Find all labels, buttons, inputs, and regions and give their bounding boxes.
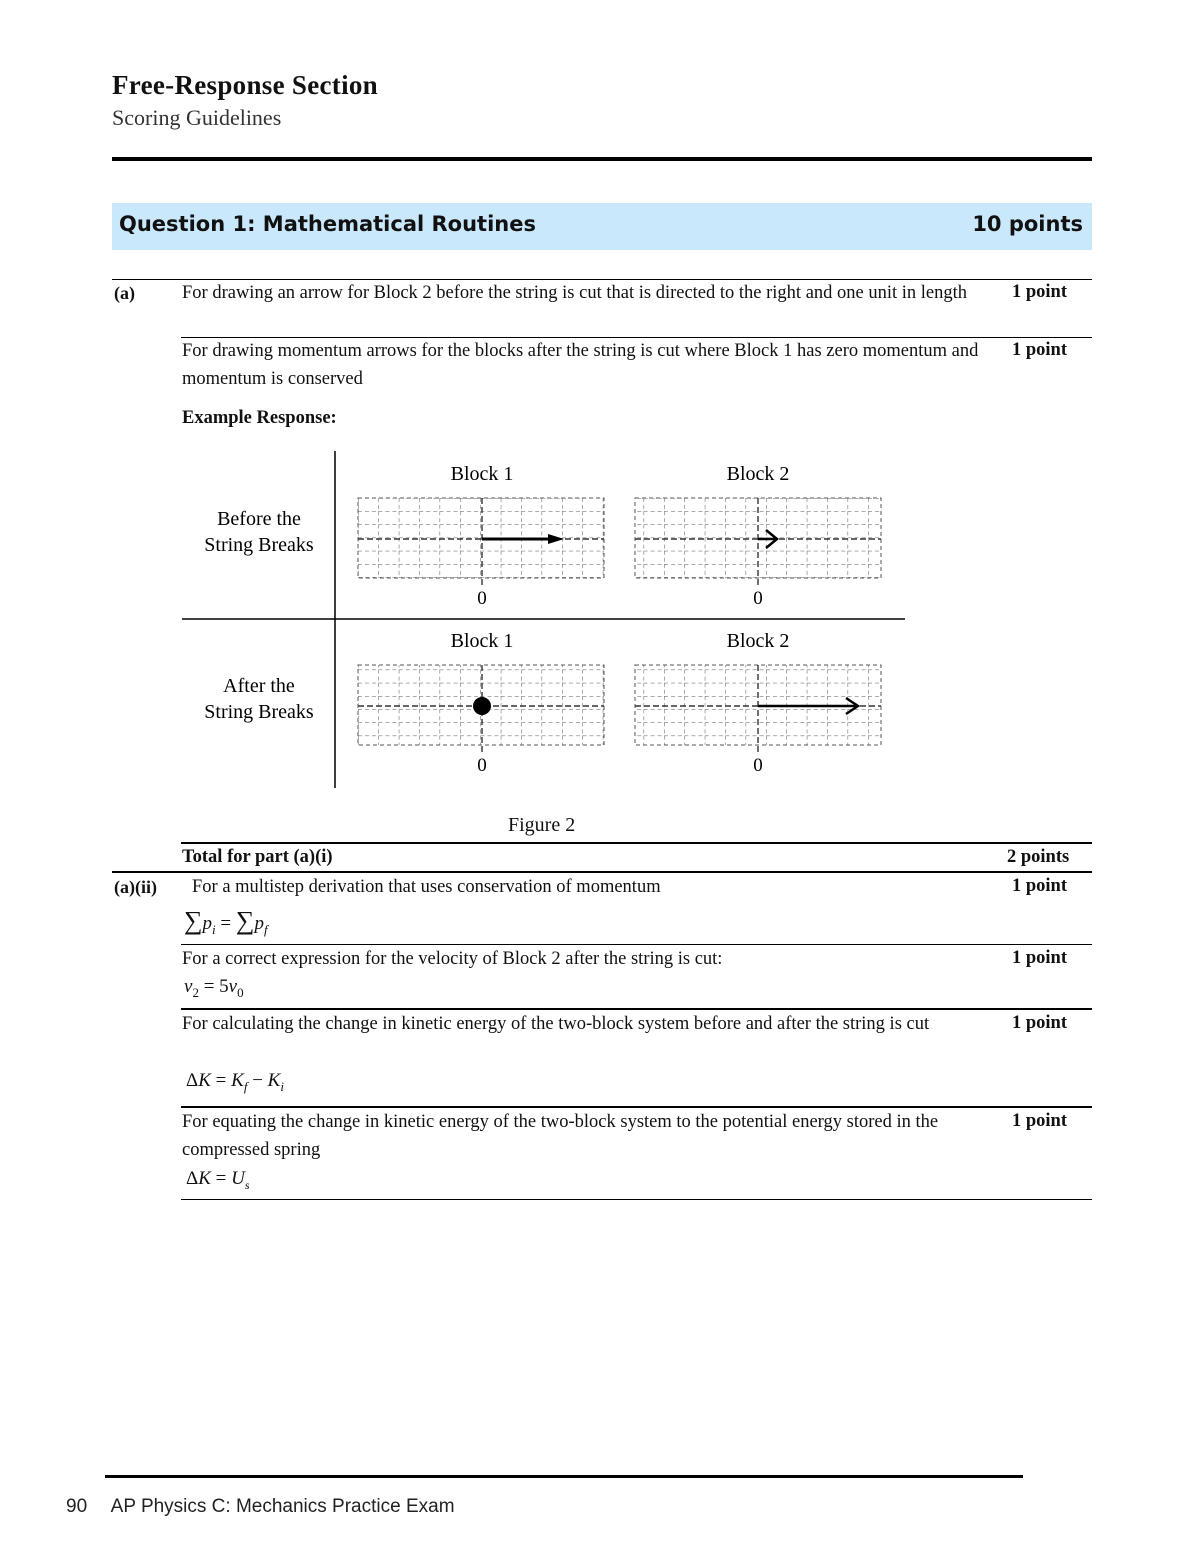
equation-momentum-conservation: $\sum p_i = \sum p_f$ <box>184 906 268 937</box>
part-a-label: (a) <box>114 283 135 303</box>
a-ii-row2-text: For a correct expression for the velocity of Block 2 after the string is cut: <box>182 949 723 969</box>
a-ii-row3-text: For calculating the change in kinetic energy of the two-block system before and after the string is cut <box>182 1014 930 1034</box>
part-a-row2-points: 1 point <box>1012 340 1068 360</box>
row-divider <box>181 1199 1092 1200</box>
total-a-i-label: Total for part (a)(i) <box>182 847 333 867</box>
equation-velocity-block2: $v_2 = 5v_0$ <box>184 976 244 1000</box>
zero-label: 0 <box>753 588 763 609</box>
block1-heading-before: Block 1 <box>450 463 514 485</box>
block2-heading-before: Block 2 <box>726 463 790 485</box>
footer-rule <box>105 1475 1023 1478</box>
zero-label: 0 <box>753 755 763 776</box>
question-title: Question 1: Mathematical Routines <box>119 212 536 236</box>
example-response-label: Example Response: <box>182 408 337 428</box>
zero-label: 0 <box>477 588 487 609</box>
a-ii-row1-text: For a multistep derivation that uses conservation of momentum <box>192 877 661 897</box>
footer-title: AP Physics C: Mechanics Practice Exam <box>110 1496 455 1517</box>
row-label-before-2: String Breaks <box>204 534 314 556</box>
figure-caption: Figure 2 <box>508 814 576 836</box>
part-a-row2-text: For drawing momentum arrows for the blocks after the string is cut where Block 1 has zero momentum and momentum is conserved <box>182 341 979 389</box>
page-number: 90 <box>66 1496 88 1517</box>
part-a-row1-points: 1 point <box>1012 282 1068 302</box>
grid-block2-after <box>635 665 881 753</box>
a-ii-row4-text: For equating the change in kinetic energy of the two-block system to the potential energy stored in the compressed spring <box>182 1112 939 1160</box>
zero-label: 0 <box>477 755 487 776</box>
grid-block1-before <box>358 498 604 586</box>
header-rule <box>112 157 1092 161</box>
row-label-after-2: String Breaks <box>204 701 314 723</box>
equation-delta-kinetic-energy: $\Delta K = K_f - K_i$ <box>186 1070 284 1094</box>
a-ii-row2-points: 1 point <box>1012 948 1068 968</box>
row-divider <box>181 842 1092 844</box>
question-points: 10 points <box>972 212 1083 236</box>
section-subtitle: Scoring Guidelines <box>112 105 282 130</box>
row-label-before-1: Before the <box>217 508 301 530</box>
row-label-after-1: After the <box>223 675 295 697</box>
part-a-ii-label: (a)(ii) <box>114 877 157 897</box>
block1-zero-momentum-dot <box>473 697 491 715</box>
question-header <box>112 203 1092 250</box>
a-ii-row3-points: 1 point <box>1012 1013 1068 1033</box>
a-ii-row1-points: 1 point <box>1012 876 1068 896</box>
section-title: Free-Response Section <box>112 70 379 100</box>
a-ii-row4-points: 1 point <box>1012 1111 1068 1131</box>
block1-heading-after: Block 1 <box>450 630 514 652</box>
page-footer <box>66 1496 455 1518</box>
figure-2-diagram <box>180 448 910 793</box>
part-a-row1-text: For drawing an arrow for Block 2 before the string is cut that is directed to the right and one unit in length <box>182 283 968 303</box>
block2-heading-after: Block 2 <box>726 630 790 652</box>
equation-spring-energy: $\Delta K = U_s$ <box>186 1168 250 1192</box>
grid-block2-before <box>635 498 881 586</box>
total-a-i-points: 2 points <box>1007 847 1070 867</box>
